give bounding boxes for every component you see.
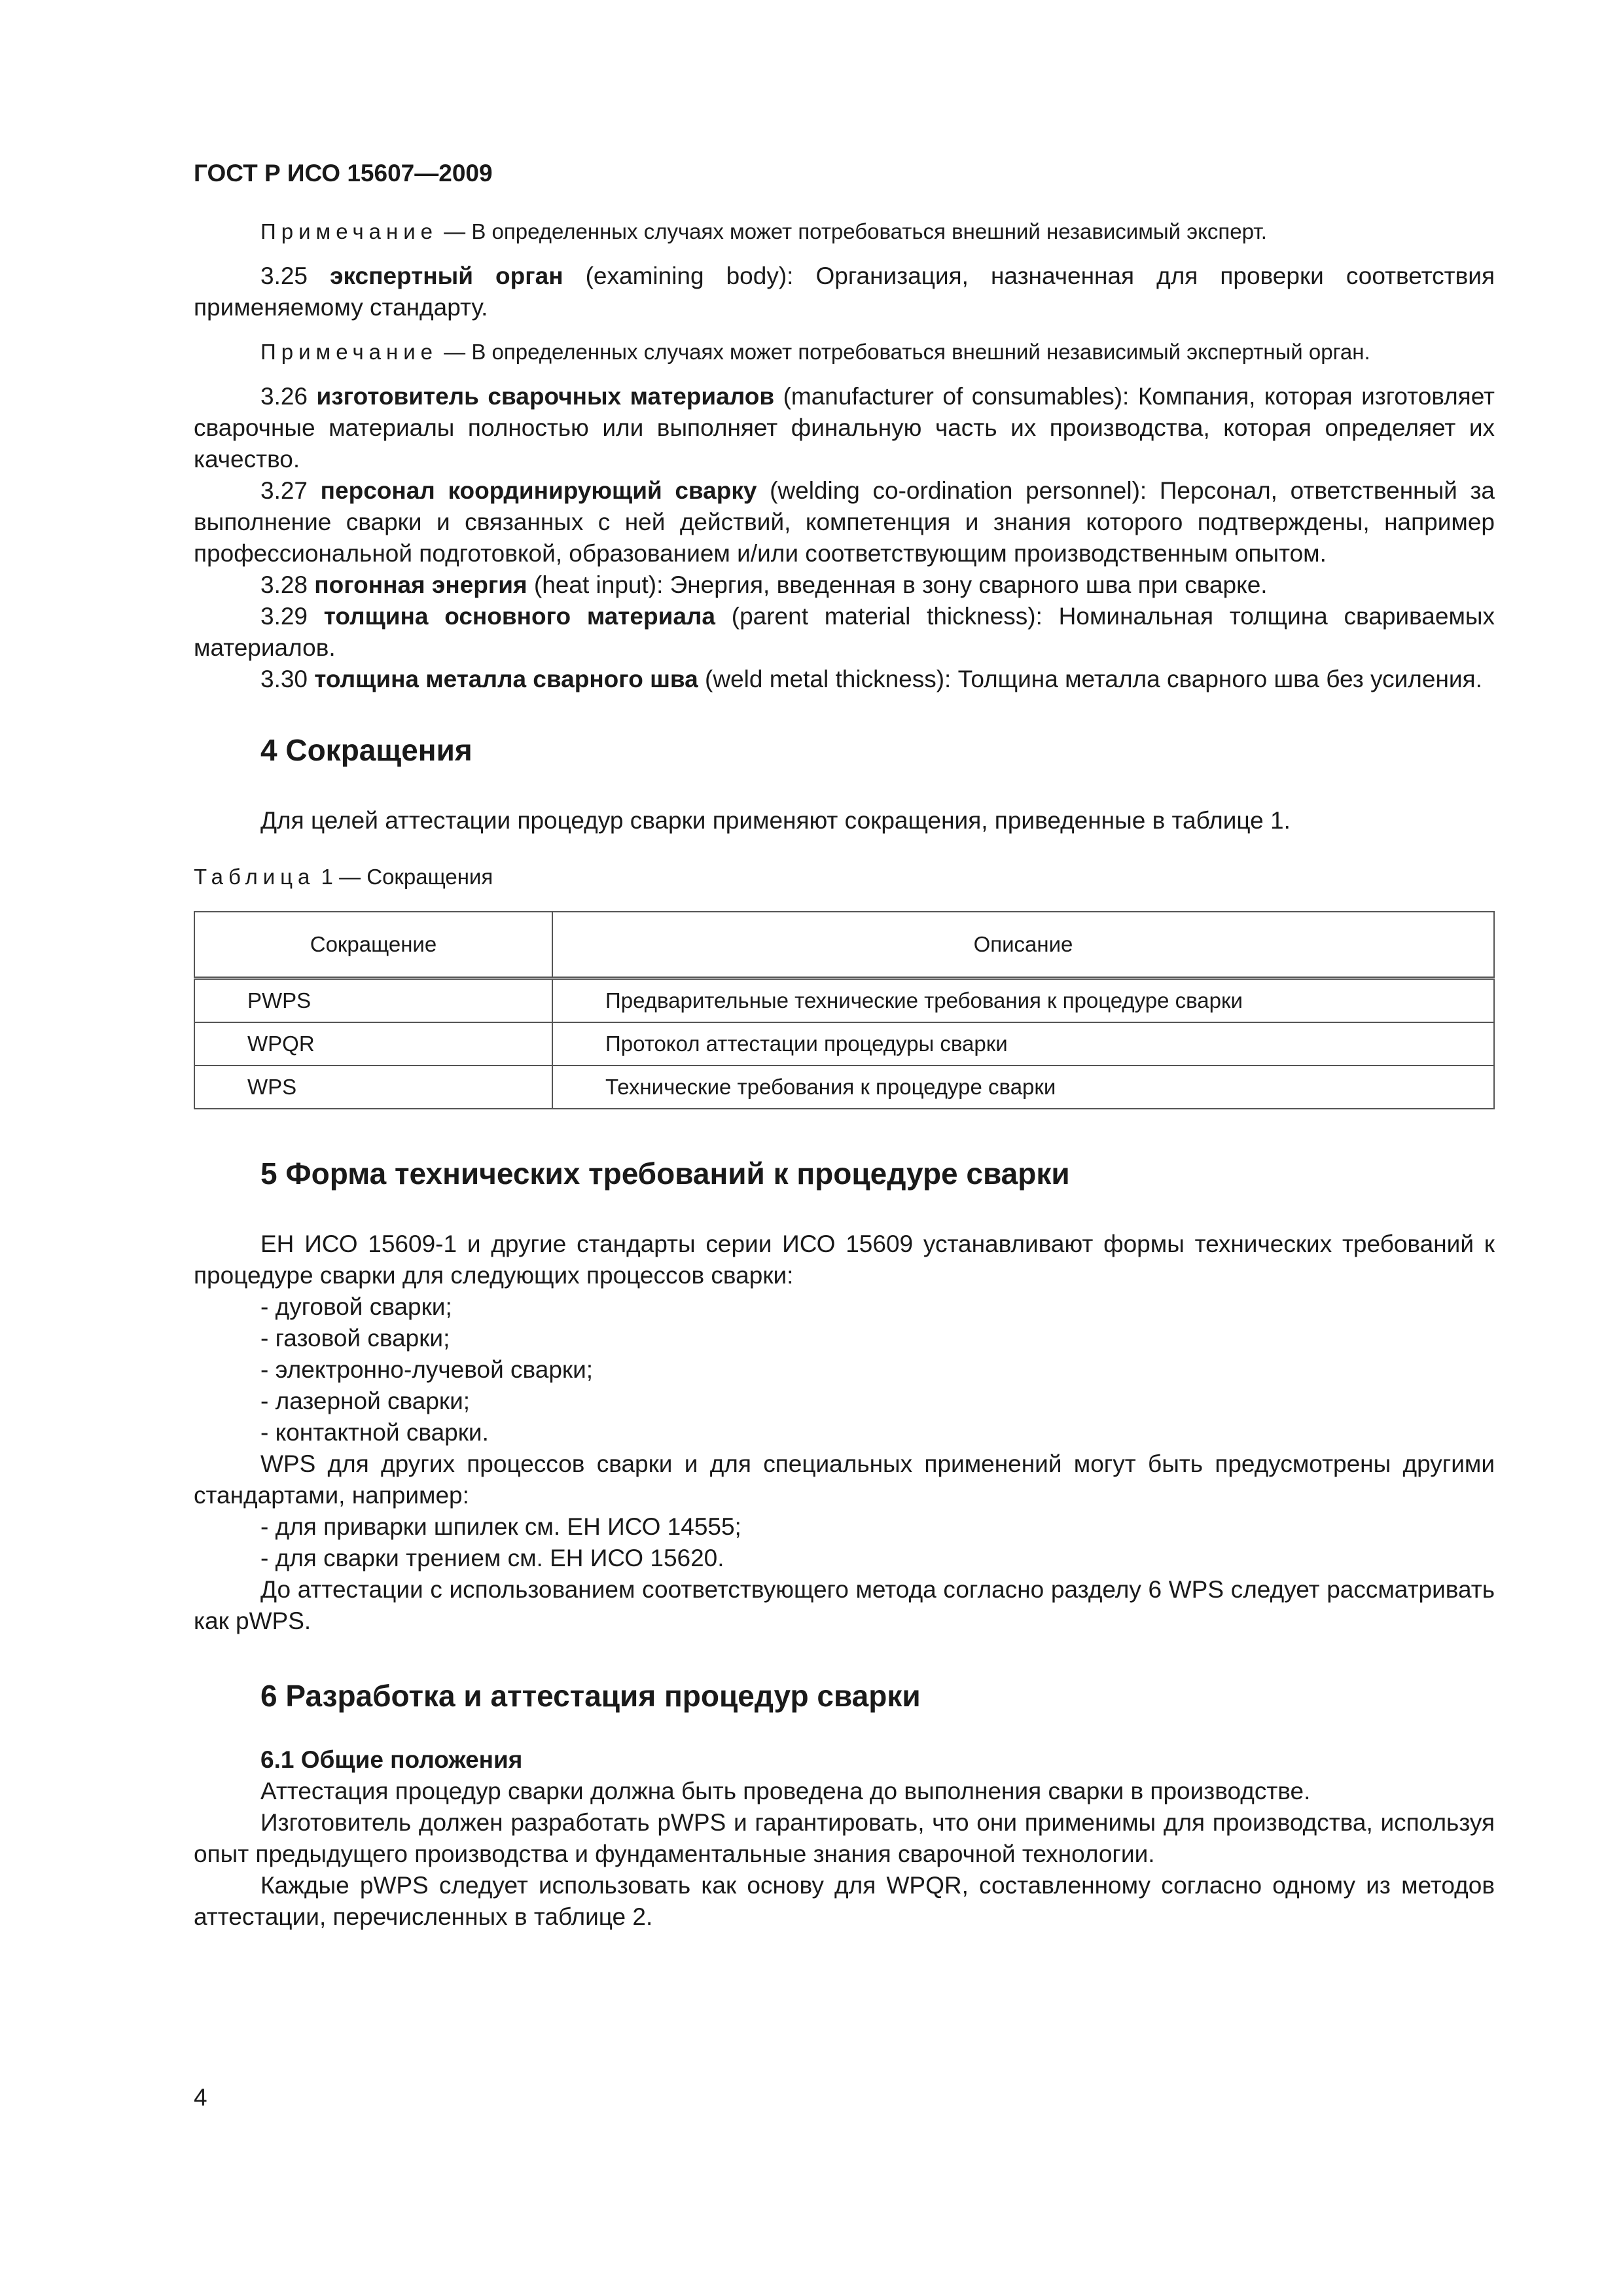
table-header-row (194, 912, 1494, 978)
section-5-paragraph-1: ЕН ИСО 15609-1 и другие стандарты серии ИСО 15609 устанавливают формы технических требований к процедуре сварки для следующих процессов сварки: (194, 1230, 1495, 1289)
note-text: — В определенных случаях может потребоваться внешний независимый экспертный орган. (438, 340, 1370, 364)
note-text: — В определенных случаях может потребоваться внешний независимый эксперт. (438, 219, 1267, 243)
table-cell-abbreviation: WPS (194, 1066, 552, 1109)
table-header-description: Описание (552, 912, 1494, 978)
term-definition: (heat input): Энергия, введенная в зону сварного шва при сварке. (527, 571, 1268, 598)
section-4-intro: Для целей аттестации процедур сварки применяют сокращения, приведенные в таблице 1. (260, 807, 1291, 834)
abbreviations-table (194, 911, 1495, 1109)
list-item: - электронно-лучевой сварки; (260, 1356, 594, 1383)
table-caption-text: 1 — Сокращения (315, 865, 493, 889)
table-1-caption (194, 863, 1495, 891)
list-item: - для сварки трением см. ЕН ИСО 15620. (260, 1545, 724, 1571)
section-5-heading: 5 Форма технических требований к процедуре сварки (260, 1157, 1070, 1191)
table-cell-description: Предварительные технические требования к процедуре сварки (552, 978, 1494, 1023)
term-number: 3.28 (260, 571, 315, 598)
term-name: толщина металла сварного шва (314, 666, 698, 692)
term-name: погонная энергия (314, 571, 527, 598)
document-page (194, 160, 1495, 1933)
term-name: экспертный орган (330, 262, 563, 289)
list-item: - газовой сварки; (260, 1325, 450, 1352)
list-item: - дуговой сварки; (260, 1293, 452, 1320)
note-3-24 (194, 217, 1495, 246)
section-5-paragraph-2: WPS для других процессов сварки и для специальных применений могут быть предусмотрены другими стандартами, например: (194, 1450, 1495, 1509)
note-label: Примечание (260, 340, 438, 364)
term-number: 3.27 (260, 477, 321, 504)
table-row (194, 1022, 1494, 1066)
term-number: 3.26 (260, 383, 317, 410)
term-3-30 (194, 664, 1495, 695)
table-row (194, 1066, 1494, 1109)
term-number: 3.29 (260, 603, 324, 630)
section-6-heading: 6 Разработка и аттестация процедур сварки (260, 1679, 921, 1713)
table-cell-abbreviation: PWPS (194, 978, 552, 1023)
term-3-28 (194, 569, 1495, 601)
section-6-paragraph-3: Каждые pWPS следует использовать как основу для WPQR, составленному согласно одному из методов аттестации, перечисленных в таблице 2. (194, 1872, 1495, 1930)
term-number: 3.25 (260, 262, 330, 289)
term-definition: (examining body): Организация, назначенная для проверки соответствия применяемому стандарту. (194, 262, 1495, 321)
section-4-heading: 4 Сокращения (260, 733, 473, 767)
subsection-6-1-heading: 6.1 Общие положения (260, 1746, 523, 1773)
term-name: толщина основного материала (323, 603, 715, 630)
page-number: 4 (194, 2084, 207, 2111)
term-definition: (weld metal thickness): Толщина металла сварного шва без усиления. (698, 666, 1482, 692)
table-row (194, 978, 1494, 1023)
term-definition: (manufacturer of consumables): Компания, которая изготовляет сварочные материалы полностью или выполняет финальную часть их производства, которая определяет их качество. (194, 383, 1495, 473)
term-name: персонал координирующий сварку (320, 477, 757, 504)
section-6-paragraph-2: Изготовитель должен разработать pWPS и гарантировать, что они применимы для производства, используя опыт предыдущего производства и фундаментальные знания сварочной технологии. (194, 1809, 1495, 1867)
term-name: изготовитель сварочных материалов (316, 383, 775, 410)
list-item: - лазерной сварки; (260, 1388, 471, 1414)
table-cell-description: Технические требования к процедуре сварки (552, 1066, 1494, 1109)
term-3-26 (194, 381, 1495, 475)
table-cell-abbreviation: WPQR (194, 1022, 552, 1066)
term-3-25 (194, 260, 1495, 323)
table-cell-description: Протокол аттестации процедуры сварки (552, 1022, 1494, 1066)
term-number: 3.30 (260, 666, 315, 692)
note-3-25 (194, 338, 1495, 367)
term-definition: (parent material thickness): Номинальная толщина свариваемых материалов. (194, 603, 1495, 661)
note-label: Примечание (260, 219, 438, 243)
term-3-27 (194, 475, 1495, 569)
section-6-paragraph-1: Аттестация процедур сварки должна быть проведена до выполнения сварки в производстве. (260, 1778, 1311, 1804)
term-3-29 (194, 601, 1495, 664)
list-item: - для приварки шпилек см. ЕН ИСО 14555; (260, 1513, 741, 1540)
document-header: ГОСТ Р ИСО 15607—2009 (194, 160, 493, 187)
term-definition: (welding co-ordination personnel): Персонал, ответственный за выполнение сварки и связанных с ней действий, компетенция и знания которого подтверждены, например профессиональной подготовкой, образованием и/или соответствующим производственным опытом. (194, 477, 1495, 567)
table-caption-label: Таблица (194, 865, 315, 889)
table-header-abbreviation: Сокращение (194, 912, 552, 978)
section-5-paragraph-3: До аттестации с использованием соответствующего метода согласно разделу 6 WPS следует рассматривать как pWPS. (194, 1576, 1495, 1634)
list-item: - контактной сварки. (260, 1419, 489, 1446)
